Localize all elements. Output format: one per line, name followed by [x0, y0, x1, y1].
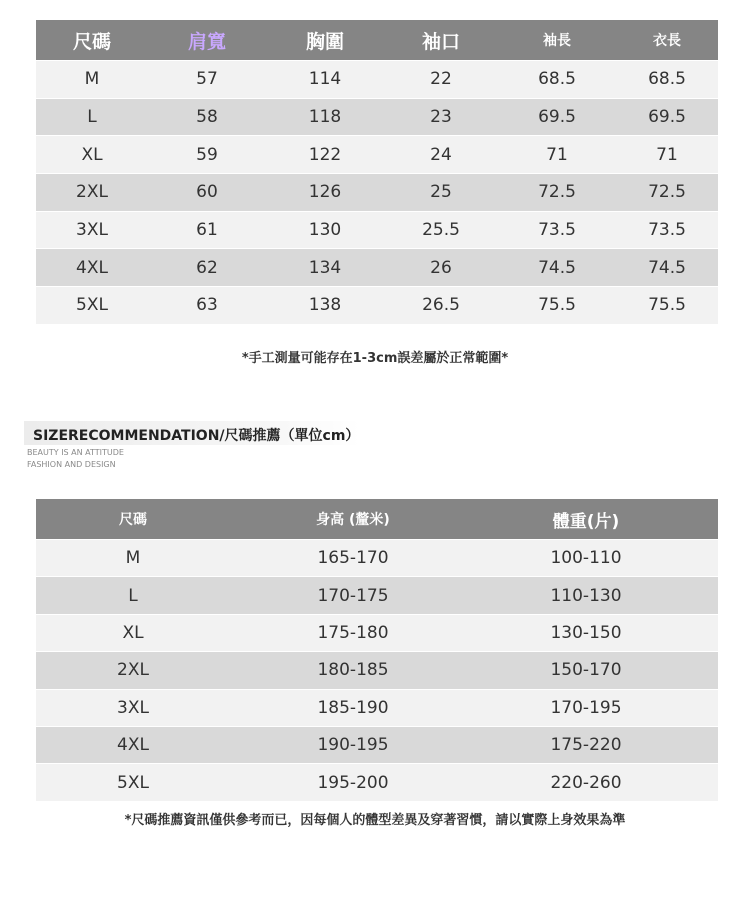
header-height: 身高 (釐米): [316, 512, 390, 528]
cell-size: XL: [81, 144, 103, 165]
cell-sleeve: 73.5: [538, 220, 576, 241]
cell-cuff: 25: [430, 182, 452, 203]
cell-size: 3XL: [76, 220, 108, 241]
cell-sleeve: 75.5: [538, 295, 576, 316]
cell-length: 69.5: [648, 107, 686, 128]
cell-size: M: [84, 69, 100, 90]
cell-length: 68.5: [648, 69, 686, 90]
header-weight: 體重(片): [552, 511, 620, 532]
cell-weight: 170-195: [550, 697, 622, 718]
table-row: [36, 135, 718, 173]
cell-chest: 118: [308, 107, 342, 128]
table-row: [36, 173, 718, 211]
cell-weight: 100-110: [550, 548, 622, 569]
cell-size: XL: [122, 622, 144, 643]
table-row: [36, 614, 718, 651]
cell-sleeve: 72.5: [538, 182, 576, 203]
cell-chest: 126: [308, 182, 342, 203]
cell-height: 180-185: [317, 660, 389, 681]
cell-size: 2XL: [76, 182, 108, 203]
table-row: [36, 763, 718, 800]
cell-size: 5XL: [76, 295, 108, 316]
cell-chest: 114: [308, 69, 342, 90]
cell-weight: 220-260: [550, 772, 622, 793]
measure-note: *手工測量可能存在1-3cm誤差屬於正常範圍*: [241, 351, 509, 366]
table-row: [36, 211, 718, 249]
cell-sleeve: 68.5: [538, 69, 576, 90]
cell-cuff: 22: [430, 69, 452, 90]
cell-weight: 110-130: [550, 585, 622, 606]
cell-cuff: 24: [430, 144, 452, 165]
cell-size: 5XL: [117, 772, 149, 793]
cell-sleeve: 74.5: [538, 257, 576, 278]
cell-length: 72.5: [648, 182, 686, 203]
cell-length: 73.5: [648, 220, 686, 241]
cell-size: 4XL: [76, 257, 108, 278]
cell-size: L: [87, 107, 97, 128]
recommend-table: [36, 499, 718, 801]
recommend-table-header: [36, 499, 718, 539]
header-chest: 胸圍: [305, 30, 344, 53]
cell-shoulder: 59: [196, 144, 218, 165]
cell-height: 175-180: [317, 622, 389, 643]
cell-sleeve: 71: [546, 144, 568, 165]
section-subtitle-2: FASHION AND DESIGN: [27, 460, 116, 469]
section-subtitle-1: BEAUTY IS AN ATTITUDE: [27, 448, 124, 457]
cell-weight: 150-170: [550, 660, 622, 681]
cell-length: 71: [656, 144, 678, 165]
cell-chest: 134: [308, 257, 342, 278]
header-size: 尺碼: [119, 512, 147, 528]
cell-cuff: 26.5: [422, 295, 460, 316]
cell-weight: 130-150: [550, 622, 622, 643]
cell-shoulder: 60: [196, 182, 218, 203]
cell-height: 165-170: [317, 548, 389, 569]
section-title: SIZERECOMMENDATION/尺碼推薦（單位cm）: [33, 428, 360, 444]
cell-height: 170-175: [317, 585, 389, 606]
header-size: 尺碼: [72, 30, 111, 53]
cell-shoulder: 61: [196, 220, 218, 241]
cell-height: 195-200: [317, 772, 389, 793]
table-row: [36, 726, 718, 763]
table-row: [36, 248, 718, 286]
size-table-header: [36, 20, 718, 60]
header-length: 衣長: [653, 33, 681, 49]
header-cuff: 袖口: [421, 30, 460, 53]
table-row: [36, 689, 718, 726]
cell-length: 75.5: [648, 295, 686, 316]
cell-shoulder: 62: [196, 257, 218, 278]
cell-shoulder: 63: [196, 295, 218, 316]
table-row: [36, 98, 718, 136]
table-row: [36, 651, 718, 688]
cell-weight: 175-220: [550, 735, 622, 756]
cell-height: 190-195: [317, 735, 389, 756]
cell-chest: 130: [308, 220, 342, 241]
cell-height: 185-190: [317, 697, 389, 718]
cell-shoulder: 58: [196, 107, 218, 128]
cell-size: 4XL: [117, 735, 149, 756]
cell-length: 74.5: [648, 257, 686, 278]
cell-size: 2XL: [117, 660, 149, 681]
cell-sleeve: 69.5: [538, 107, 576, 128]
cell-size: M: [125, 548, 141, 569]
table-row: [36, 576, 718, 613]
cell-cuff: 25.5: [422, 220, 460, 241]
recommend-note: *尺碼推薦資訊僅供參考而已，因每個人的體型差異及穿著習慣，請以實際上身效果為準: [124, 813, 626, 828]
cell-cuff: 23: [430, 107, 452, 128]
cell-size: 3XL: [117, 697, 149, 718]
cell-chest: 122: [308, 144, 342, 165]
cell-chest: 138: [308, 295, 342, 316]
cell-cuff: 26: [430, 257, 452, 278]
table-row: [36, 286, 718, 324]
table-row: [36, 60, 718, 98]
header-shoulder-width: 肩寬: [187, 30, 226, 53]
cell-size: L: [128, 585, 138, 606]
size-table: [36, 20, 718, 324]
cell-shoulder: 57: [196, 69, 218, 90]
table-row: [36, 539, 718, 576]
header-sleeve-length: 袖長: [543, 33, 571, 49]
